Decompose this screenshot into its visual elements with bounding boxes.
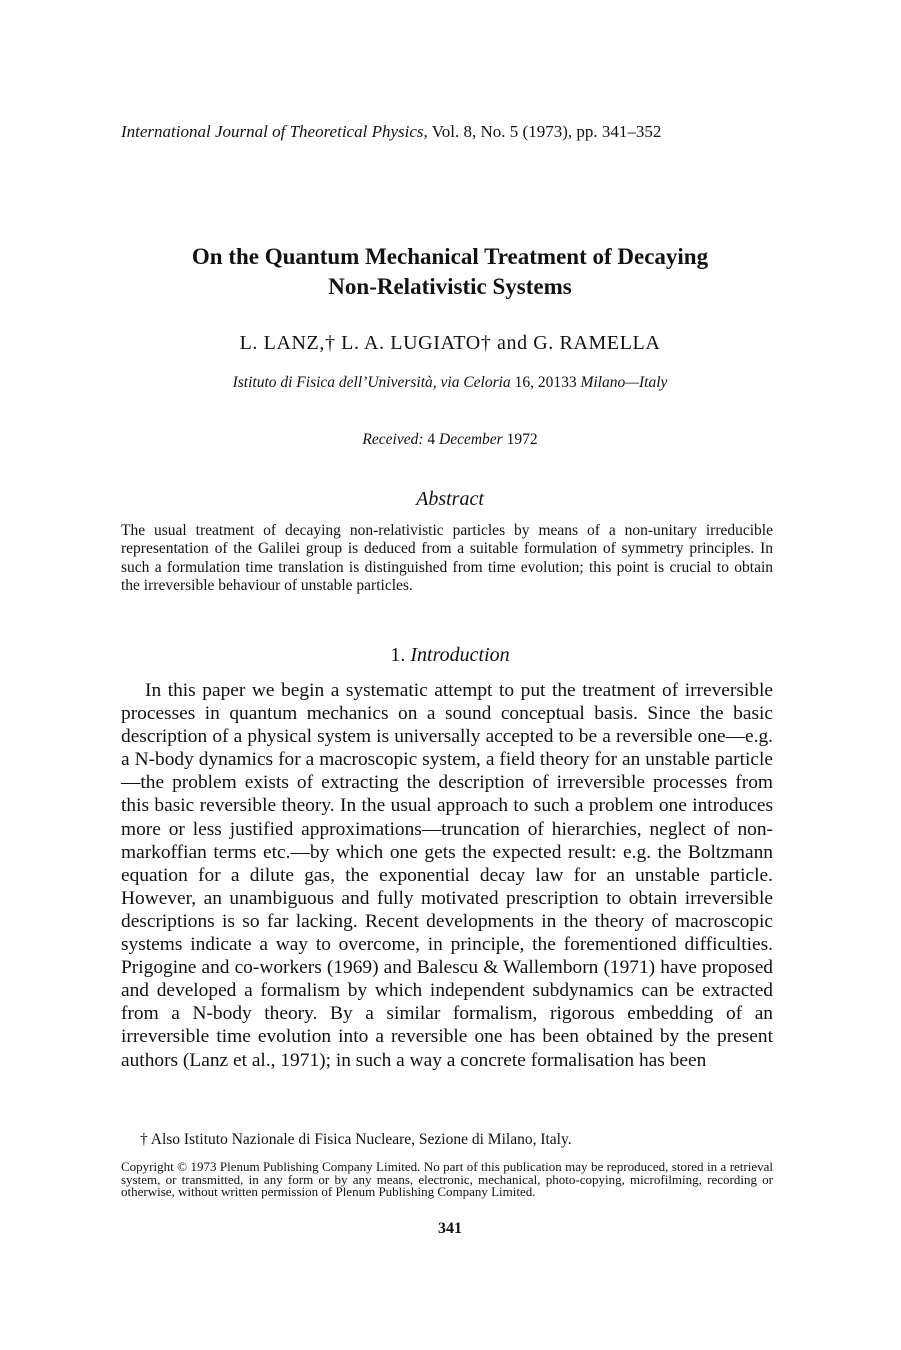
section-heading	[100, 642, 800, 668]
introduction-paragraph: In this paper we begin a systematic attempt to put the treatment of irreversible processes in quantum mechanics on a sound conceptual basis. Since the basic description of a physical system is universally accepted to be a reversible one—e.g. a N-body dynamics for a macroscopic system, a field theory for an unstable particle—the problem exists of extracting the description of irreversible processes from this basic reversible theory. In the usual approach to such a problem one introduces more or less justified approximations—truncation of hierarchies, neglect of non-markoffian terms etc.—by which one gets the expected result: e.g. the Boltzmann equation for a dilute gas, the exponential decay law for an unstable particle. However, an unambiguous and fully motivated prescription to obtain irreversible descriptions is so far lacking. Recent developments in the theory of macroscopic systems indicate a way to overcome, in principle, the forementioned difficulties. Prigogine and co-workers (1969) and Balescu & Wallemborn (1971) have proposed and developed a formalism by which independent subdynamics can be extracted from a N-body theory. By a similar formalism, rigorous embedding of an irreversible time evolution into a reversible one has been obtained by the present authors (Lanz et al., 1971); in such a way a concrete formalisation has been	[121, 680, 773, 1071]
title-line-1: On the Quantum Mechanical Treatment of Decaying	[191, 244, 709, 269]
journal-details: , Vol. 8, No. 5 (1973), pp. 341–352	[423, 122, 662, 141]
introduction-body	[121, 679, 773, 1072]
abstract-heading: Abstract	[416, 488, 484, 510]
affiliation-city: Milano—Italy	[580, 374, 668, 391]
section-number: 1.	[390, 644, 411, 666]
received-month: December	[439, 431, 503, 448]
affiliation-institute: Istituto di Fisica dell’Università, via Celoria	[232, 374, 511, 391]
copyright-notice: Copyright © 1973 Plenum Publishing Company Limited. No part of this publication may be reproduced, stored in a retrieval system, or transmitted, in any form or by any means, electronic, mechanical, photo-copying, microfilming, recording or otherwise, without written permission of Plenum Publishing Company Limited.	[121, 1159, 773, 1199]
authors: L. LANZ,† L. A. LUGIATO† and G. RAMELLA	[239, 332, 661, 354]
received-year: 1972	[502, 431, 538, 448]
title-line-2: Non-Relativistic Systems	[328, 274, 572, 299]
affiliation	[100, 373, 800, 393]
received-day: 4	[423, 431, 439, 448]
page-number: 341	[438, 1220, 462, 1237]
paper-title	[100, 242, 800, 302]
abstract-text: The usual treatment of decaying non-relativistic particles by means of a non-unitary irreducible representation of the Galilei group is deduced from a suitable formulation of symmetry principles. In such a formulation time translation is distinguished from time evolution; this point is crucial to obtain the irreversible behaviour of unstable particles.	[121, 522, 773, 595]
affiliation-number: 16, 20133	[510, 374, 581, 391]
footnote: † Also Istituto Nazionale di Fisica Nucleare, Sezione di Milano, Italy.	[140, 1131, 572, 1148]
section-title: Introduction	[410, 644, 510, 666]
journal-citation	[121, 121, 821, 143]
journal-name: International Journal of Theoretical Physics	[121, 122, 424, 141]
received-label: Received:	[362, 431, 424, 448]
received-date	[100, 430, 800, 450]
